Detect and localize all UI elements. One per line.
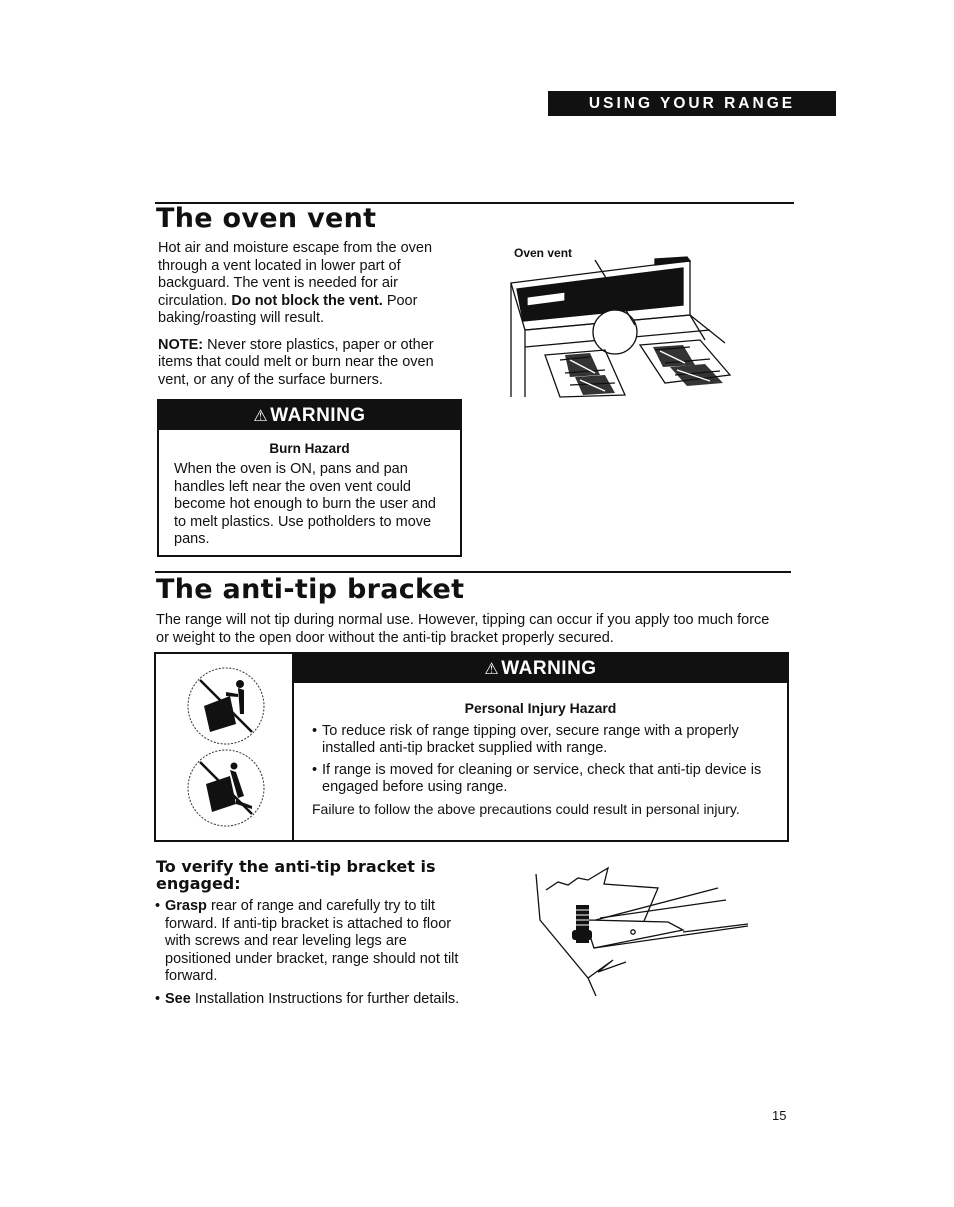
anti-tip-intro: The range will not tip during normal use. However, tipping can occur if you apply too much force or weight to the open door without the anti-tip bracket properly secured. [156, 612, 770, 646]
section-rule [155, 571, 791, 573]
warning-triangle-icon: ⚠ [253, 407, 269, 425]
burn-warning-text: When the oven is ON, pans and pan handles left near the oven vent could become hot enough to burn the user and to melt plastics. Use potholders to move pans. [174, 461, 436, 547]
list-item [155, 991, 460, 1009]
oven-vent-paragraph [158, 240, 460, 328]
oven-vent-text [158, 240, 460, 398]
list-item [155, 898, 460, 986]
burn-warning-heading: WARNING [270, 404, 366, 426]
injury-warning-header [294, 654, 787, 683]
oven-vent-para-b: Poor baking/roasting will result. [158, 292, 418, 326]
anti-tip-title: The anti-tip bracket [156, 574, 465, 605]
oven-vent-title: The oven vent [156, 203, 377, 234]
injury-warning-content [294, 654, 787, 819]
burn-hazard-label: Burn Hazard [269, 441, 350, 456]
section-header [548, 91, 836, 116]
list-item: • If range is moved for cleaning or service, check that anti-tip device is engaged before using range. [312, 762, 777, 796]
note-label: NOTE: [158, 336, 204, 353]
oven-vent-illustration [505, 255, 735, 400]
injury-warning-heading: WARNING [501, 657, 597, 679]
step-keyword: Grasp [165, 898, 207, 914]
injury-warning-list [312, 723, 777, 796]
warning-triangle-icon: ⚠ [484, 660, 500, 678]
oven-vent-para-a: Hot air and moisture escape from the oven through a vent located in lower part of backguard. The vent is needed for air circulation. [158, 240, 433, 309]
verify-steps-list [155, 898, 460, 1013]
note-text: Never store plastics, paper or other items that could melt or burn near the oven vent, or any of the surface burners. [158, 336, 434, 388]
burn-warning-box [157, 399, 462, 557]
oven-vent-note [158, 337, 460, 390]
section-label: USING YOUR RANGE [588, 94, 796, 112]
step-text: rear of range and carefully try to tilt forward. If anti-tip bracket is attached to floor with screws and rear leveling legs are positioned under bracket, range should not tilt forward. [165, 898, 459, 984]
injury-hazard-label: Personal Injury Hazard [464, 700, 617, 716]
verify-heading: To verify the anti-tip bracket is engaged: [156, 857, 436, 893]
step-text: Installation Instructions for further details. [190, 990, 460, 1007]
oven-vent-para-bold: Do not block the vent. [231, 292, 383, 309]
injury-warning-footer: Failure to follow the above precautions could result in personal injury. [312, 801, 740, 817]
injury-warning-box [154, 652, 789, 842]
page-number: 15 [772, 1108, 787, 1123]
list-item: • To reduce risk of range tipping over, secure range with a properly installed anti-tip bracket supplied with range. [312, 723, 777, 757]
tip-over-pictogram-icon [186, 666, 271, 831]
step-keyword: See [165, 990, 191, 1007]
anti-tip-bracket-illustration [528, 860, 753, 1000]
oven-vent-figure-label: Oven vent [514, 246, 573, 260]
burn-warning-header [159, 401, 460, 430]
